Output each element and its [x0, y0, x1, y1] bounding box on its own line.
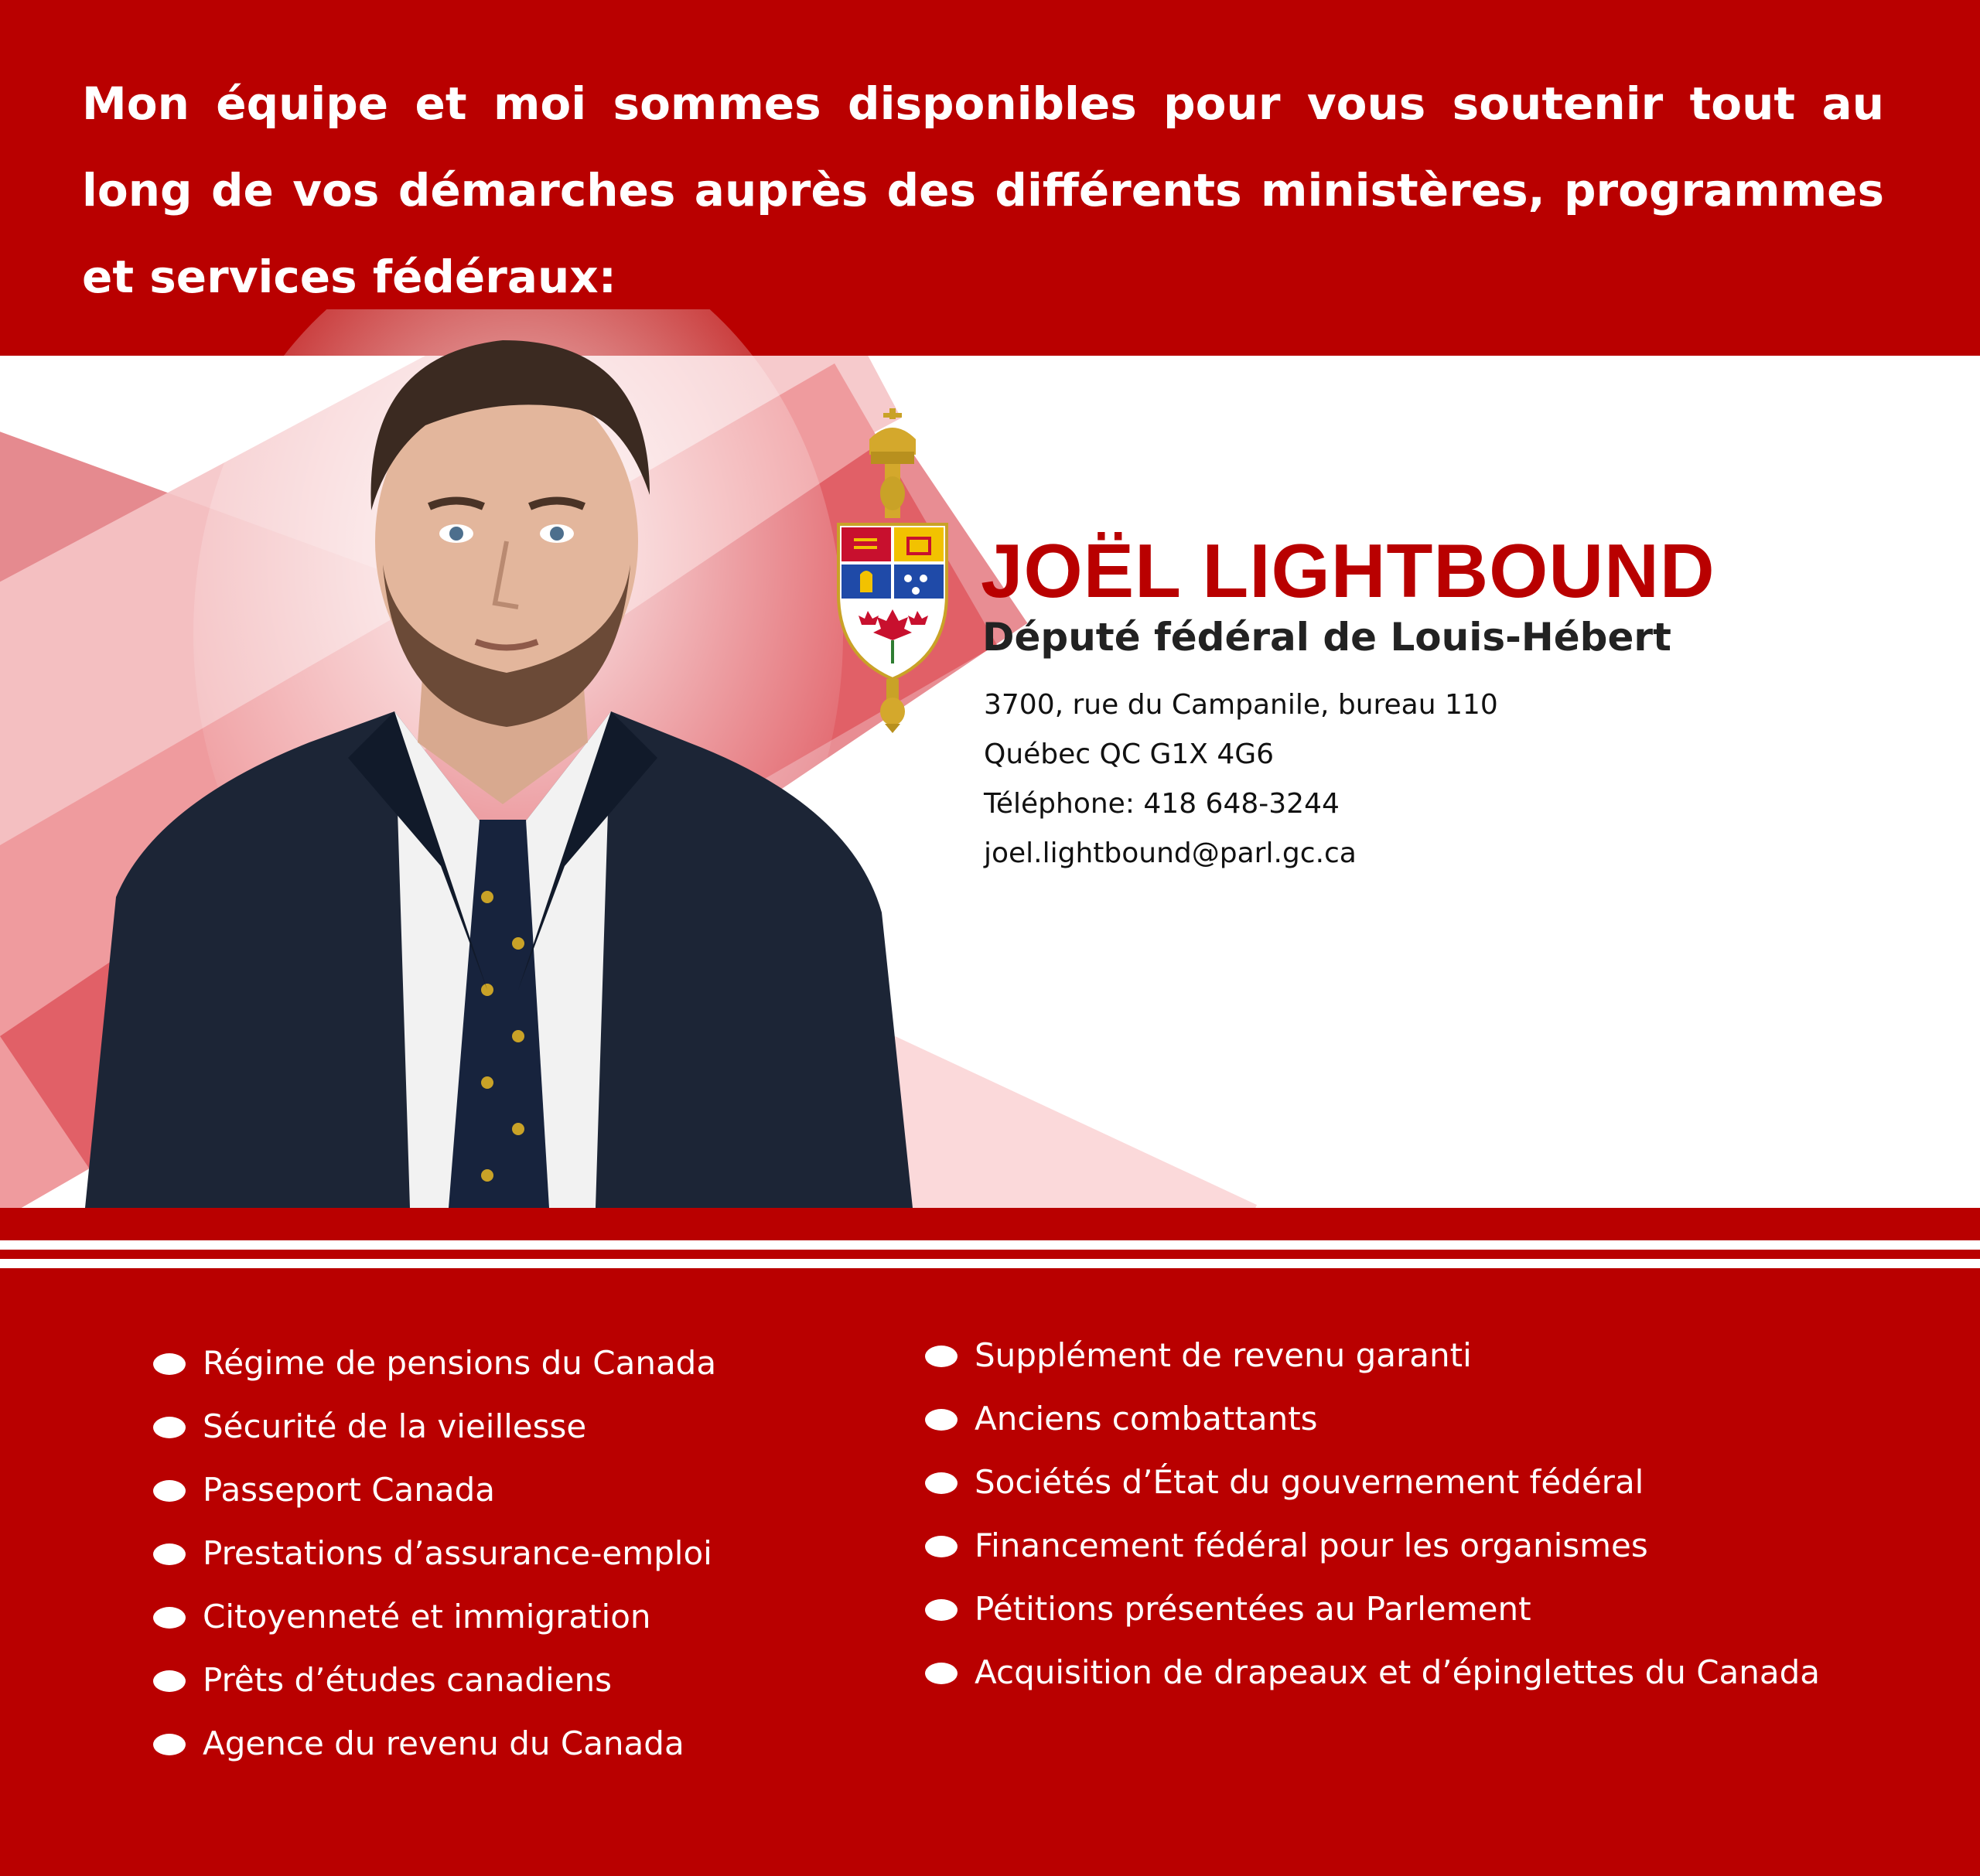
- email-link[interactable]: joel.lightbound@parl.gc.ca: [984, 837, 1357, 869]
- contact-block: [984, 680, 1498, 878]
- bullet-icon: [925, 1536, 958, 1557]
- portrait-photo: [85, 309, 913, 1208]
- list-item: Citoyenneté et immigration: [153, 1593, 716, 1656]
- list-item: Prêts d’études canadiens: [153, 1656, 716, 1720]
- mp-name: JOËL LIGHTBOUND: [981, 528, 1715, 613]
- list-item: Prestations d’assurance-emploi: [153, 1530, 716, 1593]
- list-item: Financement fédéral pour les organismes: [925, 1522, 1820, 1585]
- address-line2: Québec QC G1X 4G6: [984, 738, 1275, 770]
- phone: Téléphone: 418 648-3244: [984, 788, 1340, 820]
- address-line1: 3700, rue du Campanile, bureau 110: [984, 689, 1498, 721]
- bullet-icon: [153, 1480, 186, 1502]
- bullet-icon: [153, 1670, 186, 1692]
- list-item: Régime de pensions du Canada: [153, 1339, 716, 1403]
- bullet-icon: [925, 1409, 958, 1431]
- bullet-icon: [925, 1663, 958, 1684]
- divider-line: [0, 1259, 1980, 1268]
- services-list-left: [153, 1339, 716, 1783]
- list-item: Anciens combattants: [925, 1395, 1820, 1458]
- house-of-commons-crest: [831, 408, 954, 733]
- mp-title: Député fédéral de Louis-Hébert: [982, 615, 1671, 660]
- list-item: Agence du revenu du Canada: [153, 1720, 716, 1783]
- services-list-right: [925, 1332, 1820, 1712]
- list-item: Sécurité de la vieillesse: [153, 1403, 716, 1466]
- list-item: Supplément de revenu garanti: [925, 1332, 1820, 1395]
- divider-gap: [0, 1250, 1980, 1259]
- bullet-icon: [925, 1346, 958, 1367]
- divider-band: [0, 1208, 1980, 1240]
- list-item: Pétitions présentées au Parlement: [925, 1585, 1820, 1649]
- bullet-icon: [925, 1472, 958, 1494]
- bullet-icon: [153, 1417, 186, 1438]
- bullet-icon: [925, 1599, 958, 1621]
- divider-line: [0, 1240, 1980, 1250]
- list-item: Sociétés d’État du gouvernement fédéral: [925, 1458, 1820, 1522]
- bullet-icon: [153, 1607, 186, 1629]
- bullet-icon: [153, 1353, 186, 1375]
- list-item: Acquisition de drapeaux et d’épinglettes du Canada: [925, 1649, 1820, 1712]
- bullet-icon: [153, 1543, 186, 1565]
- bullet-icon: [153, 1734, 186, 1755]
- list-item: Passeport Canada: [153, 1466, 716, 1530]
- intro-paragraph: Mon équipe et moi sommes disponibles pour vous soutenir tout au long de vos démarches auprès des différents ministères, programmes et services fédéraux:: [82, 77, 1884, 303]
